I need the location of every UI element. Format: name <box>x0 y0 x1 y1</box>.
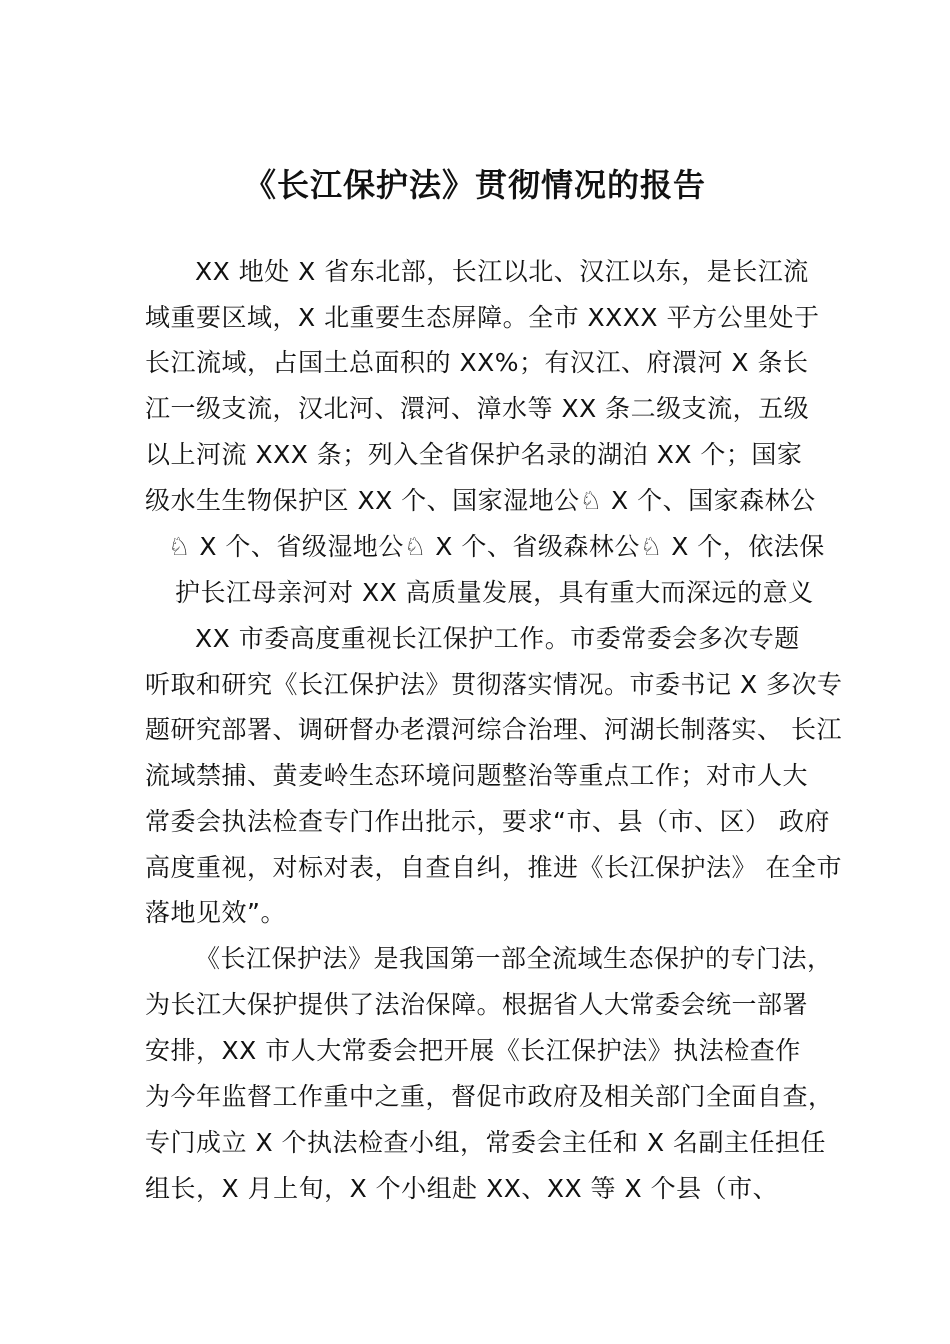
document-title: 《长江保护法》贯彻情况的报告 <box>243 166 706 204</box>
paragraph-3-line-3: 安排，XX 市人大常委会把开展《长江保护法》执法检查作 <box>145 1036 801 1065</box>
paragraph-2-line-7: 落地见效”。 <box>145 898 286 927</box>
paragraph-2-line-3: 题研究部署、调研督办老澴河综合治理、河湖长制落实、 长江 <box>145 715 842 744</box>
paragraph-2-line-1: XX 市委高度重视长江保护工作。市委常委会多次专题 <box>195 624 800 653</box>
paragraph-3-line-2: 为长江大保护提供了法治保障。根据省人大常委会统一部署 <box>145 990 809 1019</box>
paragraph-2-line-2: 听取和研究《长江保护法》贯彻落实情况。市委书记 X 多次专 <box>145 670 843 699</box>
paragraph-1-line-1: XX 地处 X 省东北部，长江以北、汉江以东，是长江流 <box>195 257 809 286</box>
paragraph-2-line-5: 常委会执法检查专门作出批示，要求“市、县（市、区） 政府 <box>145 807 830 836</box>
paragraph-1-line-6: 级水生生物保护区 XX 个、国家湿地公♘ X 个、国家森林公 <box>145 486 816 515</box>
paragraph-1-line-5: 以上河流 XXX 条；列入全省保护名录的湖泊 XX 个；国家 <box>145 440 803 469</box>
paragraph-3-line-5: 专门成立 X 个执法检查小组，常委会主任和 X 名副主任担任 <box>145 1128 827 1157</box>
paragraph-1-line-2: 域重要区域，X 北重要生态屏障。全市 XXXX 平方公里处于 <box>145 303 820 332</box>
paragraph-1-line-3: 长江流域，占国土总面积的 XX%；有汉江、府澴河 X 条长 <box>145 348 809 377</box>
paragraph-3-line-4: 为今年监督工作重中之重，督促市政府及相关部门全面自查， <box>145 1082 834 1111</box>
paragraph-2-line-6: 高度重视，对标对表，自查自纠，推进《长江保护法》 在全市 <box>145 853 842 882</box>
paragraph-1-line-8: 护长江母亲河对 XX 高质量发展，具有重大而深远的意义 <box>175 578 814 607</box>
paragraph-1-line-4: 江一级支流，汉北河、澴河、漳水等 XX 条二级支流，五级 <box>145 394 810 423</box>
paragraph-1-line-7: ♘ X 个、省级湿地公♘ X 个、省级森林公♘ X 个，依法保 <box>168 532 825 561</box>
paragraph-2-line-4: 流域禁捕、黄麦岭生态环境问题整治等重点工作；对市人大 <box>145 761 809 790</box>
paragraph-3-line-6: 组长，X 月上旬，X 个小组赴 XX、XX 等 X 个县（市、 <box>145 1174 779 1203</box>
paragraph-3-line-1: 《长江保护法》是我国第一部全流域生态保护的专门法， <box>195 944 833 973</box>
